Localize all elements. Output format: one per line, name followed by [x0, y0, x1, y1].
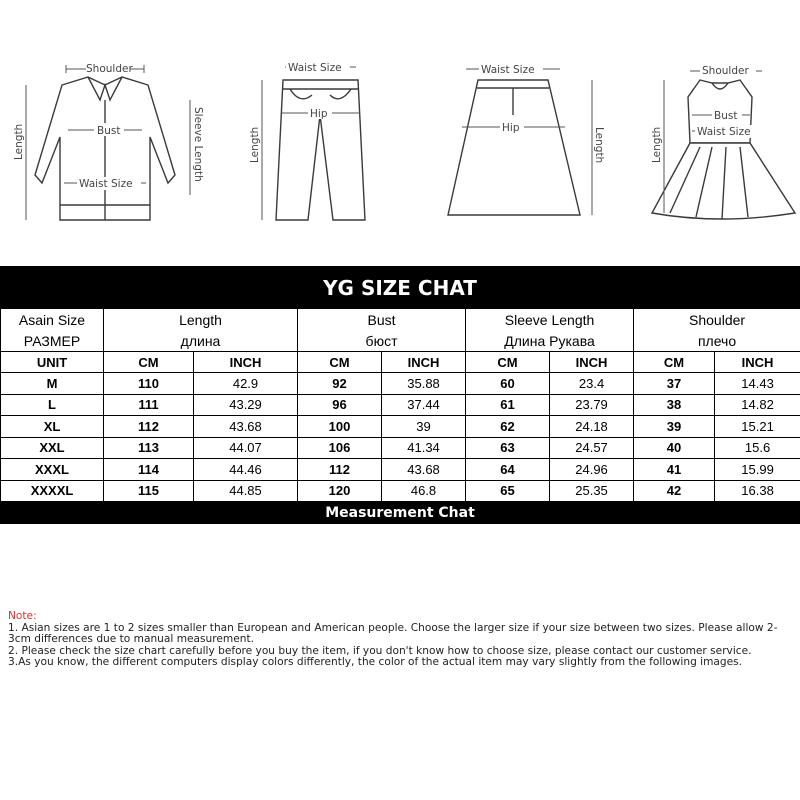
table-cell: 44.85 — [194, 480, 298, 502]
shirt-shoulder-label: Shoulder — [86, 63, 133, 75]
table-cell: 120 — [298, 480, 382, 502]
note-line-1: 1. Asian sizes are 1 to 2 sizes smaller than European and American people. Choose the larger size if your size between two sizes. Please allow 2-3cm differences due to manual measurement. — [8, 621, 778, 646]
table-cell: 15.99 — [715, 459, 800, 481]
note-line-3: 3.As you know, the different computers display colors differently, the color of the actual item may vary slightly from the following images. — [8, 656, 743, 669]
unit-cell: UNIT — [1, 352, 104, 373]
table-cell: 100 — [298, 416, 382, 438]
shirt-diagram — [13, 62, 204, 220]
skirt-waist-label: Waist Size — [481, 64, 535, 76]
table-row — [1, 373, 800, 395]
table-cell: 43.68 — [194, 416, 298, 438]
header-row-ru — [1, 330, 800, 352]
table-cell: L — [1, 394, 104, 416]
unit-cell: INCH — [715, 352, 800, 373]
unit-cell: INCH — [382, 352, 466, 373]
table-cell: 24.57 — [550, 437, 634, 459]
table-cell: 63 — [466, 437, 550, 459]
table-cell: 61 — [466, 394, 550, 416]
table-cell: XXL — [1, 437, 104, 459]
pants-diagram — [249, 61, 365, 220]
table-cell: 42.9 — [194, 373, 298, 395]
dress-diagram — [651, 64, 795, 219]
chart-footer: Measurement Chat — [0, 502, 800, 524]
shirt-bust-label: Bust — [97, 125, 121, 137]
table-cell: 106 — [298, 437, 382, 459]
unit-row — [1, 352, 800, 373]
table-cell: M — [1, 373, 104, 395]
header-size-en: Asain Size — [1, 309, 104, 331]
shirt-length-label: Length — [13, 123, 25, 160]
skirt-diagram — [448, 63, 605, 215]
unit-cell: CM — [298, 352, 382, 373]
table-cell: 37.44 — [382, 394, 466, 416]
table-cell: 41.34 — [382, 437, 466, 459]
table-cell: 112 — [298, 459, 382, 481]
table-cell: 43.29 — [194, 394, 298, 416]
table-cell: 44.07 — [194, 437, 298, 459]
size-table — [0, 308, 800, 502]
table-cell: XL — [1, 416, 104, 438]
table-cell: 39 — [382, 416, 466, 438]
table-row — [1, 459, 800, 481]
table-cell: 23.79 — [550, 394, 634, 416]
unit-cell: CM — [104, 352, 194, 373]
table-cell: 44.46 — [194, 459, 298, 481]
table-cell: 16.38 — [715, 480, 800, 502]
table-cell: 110 — [104, 373, 194, 395]
table-row — [1, 480, 800, 502]
unit-cell: CM — [466, 352, 550, 373]
table-cell: 14.43 — [715, 373, 800, 395]
notes-section — [8, 611, 788, 669]
table-cell: 42 — [634, 480, 715, 502]
table-cell: XXXXL — [1, 480, 104, 502]
pants-hip-label: Hip — [310, 108, 328, 120]
header-sleeve-ru: Длина Рукава — [466, 330, 634, 352]
table-cell: 113 — [104, 437, 194, 459]
table-cell: 41 — [634, 459, 715, 481]
table-cell: 112 — [104, 416, 194, 438]
table-cell: 115 — [104, 480, 194, 502]
table-cell: 40 — [634, 437, 715, 459]
skirt-hip-label: Hip — [502, 122, 520, 134]
table-cell: 23.4 — [550, 373, 634, 395]
table-cell: XXXL — [1, 459, 104, 481]
table-cell: 37 — [634, 373, 715, 395]
header-bust-en: Bust — [298, 309, 466, 331]
table-row — [1, 394, 800, 416]
header-size-ru: РАЗМЕР — [1, 330, 104, 352]
note-line-2: 2. Please check the size chart carefully before you buy the item, if you don't know how to choose size, please contact our customer service. — [8, 644, 752, 657]
size-chart — [0, 266, 800, 524]
table-cell: 15.21 — [715, 416, 800, 438]
chart-title: YG SIZE CHAT — [0, 266, 800, 308]
header-length-ru: длина — [104, 330, 298, 352]
table-cell: 65 — [466, 480, 550, 502]
pants-waist-label: Waist Size — [288, 62, 342, 74]
header-shoulder-ru: плечо — [634, 330, 800, 352]
table-cell: 14.82 — [715, 394, 800, 416]
table-cell: 35.88 — [382, 373, 466, 395]
table-row — [1, 416, 800, 438]
skirt-length-label: Length — [593, 127, 605, 164]
dress-bust-label: Bust — [714, 110, 738, 122]
table-cell: 114 — [104, 459, 194, 481]
garment-diagrams-svg — [0, 55, 800, 235]
dress-shoulder-label: Shoulder — [702, 65, 749, 77]
header-shoulder-en: Shoulder — [634, 309, 800, 331]
table-cell: 64 — [466, 459, 550, 481]
table-cell: 46.8 — [382, 480, 466, 502]
header-length-en: Length — [104, 309, 298, 331]
dress-length-label: Length — [651, 126, 663, 163]
unit-cell: CM — [634, 352, 715, 373]
table-cell: 60 — [466, 373, 550, 395]
header-sleeve-en: Sleeve Length — [466, 309, 634, 331]
table-cell: 111 — [104, 394, 194, 416]
table-cell: 24.96 — [550, 459, 634, 481]
table-cell: 15.6 — [715, 437, 800, 459]
table-cell: 96 — [298, 394, 382, 416]
unit-cell: INCH — [194, 352, 298, 373]
table-cell: 43.68 — [382, 459, 466, 481]
notes-title: Note: — [8, 610, 37, 622]
table-cell: 24.18 — [550, 416, 634, 438]
table-cell: 39 — [634, 416, 715, 438]
unit-cell: INCH — [550, 352, 634, 373]
table-cell: 62 — [466, 416, 550, 438]
table-cell: 25.35 — [550, 480, 634, 502]
pants-length-label: Length — [249, 126, 261, 163]
shirt-waist-label: Waist Size — [79, 178, 133, 190]
table-row — [1, 437, 800, 459]
measurement-diagrams — [0, 55, 800, 235]
header-row-en — [1, 309, 800, 331]
shirt-sleeve-label: Sleeve Length — [192, 107, 204, 182]
dress-waist-label: Waist Size — [697, 126, 751, 138]
table-cell: 38 — [634, 394, 715, 416]
header-bust-ru: бюст — [298, 330, 466, 352]
table-cell: 92 — [298, 373, 382, 395]
